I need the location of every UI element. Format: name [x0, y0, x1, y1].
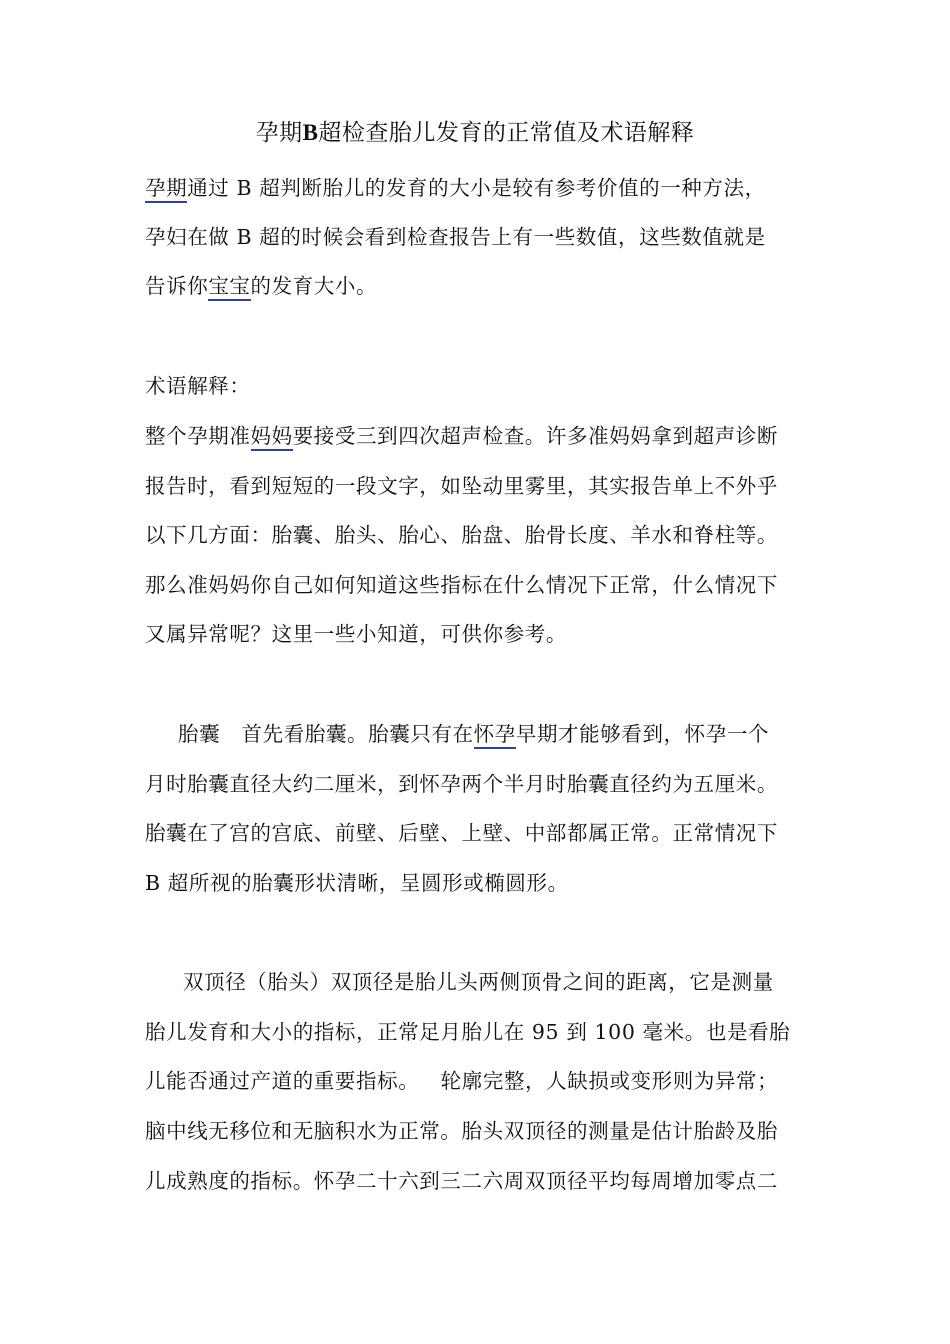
link-pregnant[interactable]: 怀孕 [474, 722, 516, 749]
intro-text: 告诉你 [145, 274, 209, 298]
terms-text: 要接受三到四次超声检查。许多准妈妈拿到超声诊断 [292, 424, 779, 448]
sac-line-4: B 超所视的胎囊形状清晰，呈圆形或椭圆形。 [145, 871, 569, 895]
intro-text: 通过 B 超判断胎儿的发育的大小是较有参考价值的一种方法， [187, 176, 766, 200]
terms-line-2: 报告时，看到短短的一段文字，如坠动里雾里，其实报告单上不外乎 [145, 474, 778, 498]
link-baby[interactable]: 宝宝 [208, 274, 250, 301]
intro-line-2: 孕妇在做 B 超的时候会看到检查报告上有一些数值，这些数值就是 [145, 225, 766, 249]
document-title [0, 115, 950, 151]
bpd-line-2: 胎儿发育和大小的指标，正常足月胎儿在 95 到 100 毫米。也是看胎 [145, 1020, 791, 1044]
sac-line-1 [145, 719, 843, 749]
bpd-line-4: 脑中线无移位和无脑积水为正常。胎头双顶径的测量是估计胎龄及胎 [145, 1119, 778, 1143]
intro-text: 的发育大小。 [250, 274, 378, 298]
terms-line-3: 以下几方面：胎囊、胎头、胎心、胎盘、胎骨长度、羊水和脊柱等。 [145, 523, 778, 547]
sac-line-2: 月时胎囊直径大约二厘米，到怀孕两个半月时胎囊直径约为五厘米。 [145, 772, 778, 796]
terms-line-4: 那么准妈妈你自己如何知道这些指标在什么情况下正常，什么情况下 [145, 573, 778, 597]
intro-line-1 [145, 173, 810, 203]
title-bold-letter: B [302, 120, 319, 145]
link-mom[interactable]: 妈妈 [251, 424, 293, 451]
title-suffix: 超检查胎儿发育的正常值及术语解释 [318, 120, 695, 146]
intro-line-3 [145, 271, 810, 301]
bpd-line-3: 儿能否通过产道的重要指标。 轮廓完整，人缺损或变形则为异常； [145, 1069, 779, 1093]
bpd-line-5: 儿成熟度的指标。怀孕二十六到三二六周双顶径平均每周增加零点二 [145, 1169, 778, 1193]
terms-text: 整个孕期准 [145, 424, 251, 448]
bpd-line-1: 双顶径（胎头）双顶径是胎儿头两侧顶骨之间的距离，它是测量 [183, 970, 774, 994]
title-prefix: 孕期 [255, 120, 303, 146]
link-pregnancy[interactable]: 孕期 [145, 176, 187, 203]
terms-line-5: 又属异常呢？这里一些小知道，可供你参考。 [145, 622, 567, 646]
terms-heading: 术语解释： [145, 374, 251, 398]
sac-text: 早期才能够看到，怀孕一个 [515, 722, 770, 746]
sac-line-3: 胎囊在了宫的宫底、前壁、后壁、上壁、中部都属正常。正常情况下 [145, 821, 778, 845]
sac-text: 胎囊 首先看胎囊。胎囊只有在 [178, 722, 474, 746]
terms-line-1 [145, 421, 810, 451]
